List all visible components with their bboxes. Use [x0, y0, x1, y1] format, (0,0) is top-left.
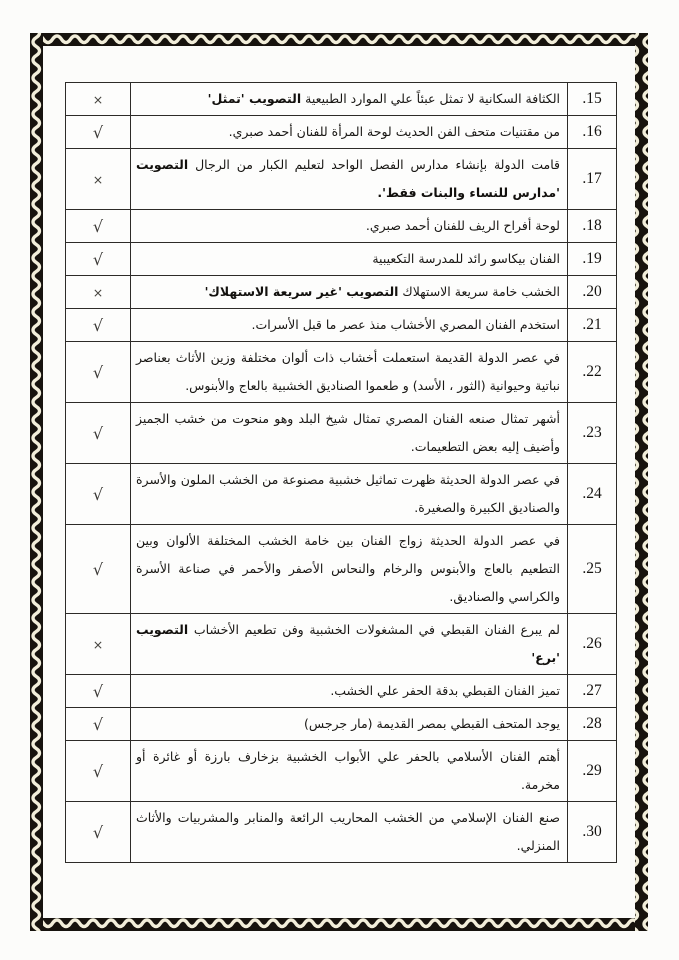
correct-mark-icon: √: [66, 342, 131, 403]
statement-text: الفنان بيكاسو رائد للمدرسة التكعيبية: [372, 251, 560, 266]
correct-mark-icon: √: [66, 708, 131, 741]
question-number: .17: [568, 149, 617, 210]
question-number: .15: [568, 83, 617, 116]
question-text: [131, 464, 568, 525]
statement-text: في عصر الدولة الحديثة ظهرت تماثيل خشبية مصنوعة من الخشب الملون والأسرة والصناديق الكبيرة والصغيرة.: [136, 472, 560, 515]
statement-text: أهتم الفنان الأسلامي بالحفر علي الأبواب الخشبية بزخارف بارزة أو غائرة أو مخرمة.: [136, 749, 560, 792]
table-row: [66, 83, 617, 116]
question-number: .24: [568, 464, 617, 525]
wrong-mark-icon: ×: [66, 614, 131, 675]
statement-text: من مقتنيات متحف الفن الحديث لوحة المرأة للفنان أحمد صبري.: [228, 124, 560, 139]
question-number: .20: [568, 276, 617, 309]
statement-text: لم يبرع الفنان القبطي في المشغولات الخشبية وفن تطعيم الأخشاب: [188, 622, 560, 637]
table-row: [66, 309, 617, 342]
table-row: [66, 403, 617, 464]
table-row: [66, 149, 617, 210]
border-bottom: [30, 918, 648, 931]
question-number: .18: [568, 210, 617, 243]
question-number: .27: [568, 675, 617, 708]
question-number: .19: [568, 243, 617, 276]
statement-text: في عصر الدولة القديمة استعملت أخشاب ذات ألوان مختلفة وزين الأثاث بعناصر نباتية وحيوانية (الثور ، الأسد) و طعموا الصناديق الخشبية بالعاج والأبنوس.: [136, 350, 560, 393]
border-right: [635, 33, 648, 931]
question-text: [131, 149, 568, 210]
question-text: [131, 342, 568, 403]
table-row: [66, 614, 617, 675]
question-number: .28: [568, 708, 617, 741]
wrong-mark-icon: ×: [66, 276, 131, 309]
correct-mark-icon: √: [66, 525, 131, 614]
correct-mark-icon: √: [66, 210, 131, 243]
border-top: [30, 33, 648, 46]
question-number: .30: [568, 802, 617, 863]
question-text: [131, 675, 568, 708]
table-row: [66, 210, 617, 243]
question-number: .26: [568, 614, 617, 675]
table-row: [66, 464, 617, 525]
table-row: [66, 741, 617, 802]
statement-text: لوحة أفراح الريف للفنان أحمد صبري.: [365, 218, 560, 233]
correct-mark-icon: √: [66, 464, 131, 525]
table-row: [66, 342, 617, 403]
table-row: [66, 116, 617, 149]
correct-mark-icon: √: [66, 116, 131, 149]
wrong-mark-icon: ×: [66, 149, 131, 210]
table-row: [66, 525, 617, 614]
question-text: [131, 243, 568, 276]
question-text: [131, 403, 568, 464]
question-text: [131, 276, 568, 309]
question-number: .22: [568, 342, 617, 403]
statement-text: الكثافة السكانية لا تمثل عبئاً علي الموارد الطبيعية: [301, 91, 560, 106]
statement-text: قامت الدولة بإنشاء مدارس الفصل الواحد لتعليم الكبار من الرجال: [188, 157, 560, 172]
question-number: .29: [568, 741, 617, 802]
table-row: [66, 708, 617, 741]
question-text: [131, 525, 568, 614]
question-number: .23: [568, 403, 617, 464]
statement-text: أشهر تمثال صنعه الفنان المصري تمثال شيخ البلد وهو منحوت من خشب الجميز وأضيف إليه بعض التطعيمات.: [136, 411, 560, 454]
question-text: [131, 614, 568, 675]
table-row: [66, 802, 617, 863]
correction-text: التصويب 'تمثل': [207, 91, 302, 106]
question-number: .21: [568, 309, 617, 342]
question-text: [131, 708, 568, 741]
correct-mark-icon: √: [66, 802, 131, 863]
correct-mark-icon: √: [66, 741, 131, 802]
question-text: [131, 309, 568, 342]
question-text: [131, 741, 568, 802]
question-text: [131, 116, 568, 149]
question-number: .16: [568, 116, 617, 149]
correct-mark-icon: √: [66, 309, 131, 342]
question-text: [131, 802, 568, 863]
answers-table: [65, 82, 617, 863]
statement-text: الخشب خامة سريعة الاستهلاك: [398, 284, 560, 299]
question-number: .25: [568, 525, 617, 614]
correct-mark-icon: √: [66, 403, 131, 464]
table-row: [66, 243, 617, 276]
question-text: [131, 83, 568, 116]
statement-text: في عصر الدولة الحديثة زواج الفنان بين خامة الخشب المختلفة الألوان وبين التطعيم بالعاج والأبنوس والرخام والنحاس الأصفر والأحمر في صناعة الأسرة والكراسي والصناديق.: [136, 533, 560, 604]
wrong-mark-icon: ×: [66, 83, 131, 116]
statement-text: تميز الفنان القبطي بدقة الحفر علي الخشب.: [330, 683, 560, 698]
correction-text: التصويب 'غير سريعة الاستهلاك': [204, 284, 399, 299]
border-left: [30, 33, 43, 931]
statement-text: استخدم الفنان المصري الأخشاب منذ عصر ما قبل الأسرات.: [251, 317, 560, 332]
correction-text: التصويت 'مدارس للنساء والبنات فقط'.: [136, 157, 560, 200]
correct-mark-icon: √: [66, 243, 131, 276]
question-text: [131, 210, 568, 243]
table-row: [66, 276, 617, 309]
table-row: [66, 675, 617, 708]
answers-table-body: [66, 83, 617, 863]
statement-text: صنع الفنان الإسلامي من الخشب المحاريب الرائعة والمنابر والمشربيات والأثاث المنزلي.: [136, 810, 560, 853]
correction-text: التصويب 'برع': [136, 622, 560, 665]
statement-text: يوجد المتحف القبطي بمصر القديمة (مار جرجس): [304, 716, 560, 731]
correct-mark-icon: √: [66, 675, 131, 708]
